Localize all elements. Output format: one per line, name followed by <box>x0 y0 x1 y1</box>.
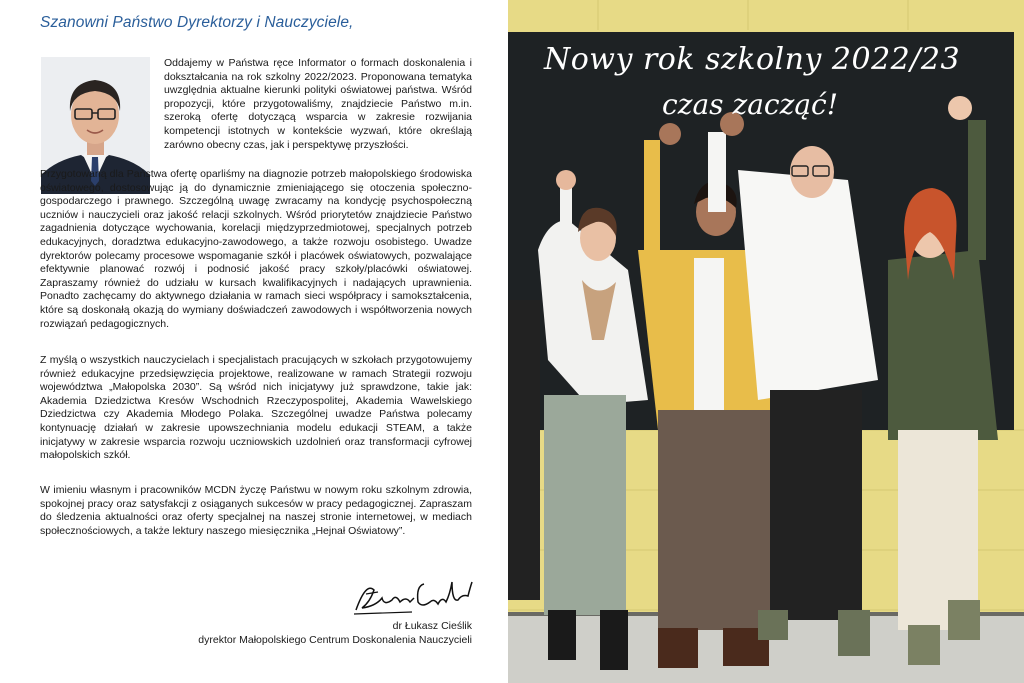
paragraph-3-text: Z myślą o wszystkich nauczycielach i specjalistach pracujących w szkołach przygotowujemy również edukacyjne przedsięwzięcia projektowe, realizowane w ramach Strategii rozwoju województwa „Małopolska 2030”. Są wśród nich inicjatywy już sprawdzone, takie jak: Akademia Dziedzictwa Kresów Wschodnich Rzeczypospolitej, Akademia Wawelskiego Dziedzictwa czy Akademia Młodego Polaka. Szczególnej uwadze Państwa polecamy kontynuację działań w zakresie upowszechniania modelu edukacji STEAM, a także inicjatywy w zakresie wsparcia rozwoju uczniowskich uzdolnień oraz transformacji cyfrowej małopolskich szkół. <box>40 354 472 462</box>
handwritten-signature <box>352 572 476 618</box>
paragraph-4-text: W imieniu własnym i pracowników MCDN życzę Państwu w nowym roku szkolnym zdrowia, spokojnej pracy oraz satysfakcji z osiąganych sukcesów w pracy pedagogicznej. Zapraszam do śledzenia aktualności oraz oferty specjalnej na naszej stronie internetowej, w mediach społecznościowych, a także lektury naszego miesięcznika „Hejnał Oświatowy”. <box>40 484 472 537</box>
letter-paragraph-1 <box>164 57 472 152</box>
letter-greeting: Szanowni Państwo Dyrektorzy i Nauczyciele, <box>40 14 354 31</box>
paragraph-2-text: Przygotowaną dla Państwa ofertę oparliśmy na diagnozie potrzeb małopolskiego środowiska oświatowego, dostosowując ją do dynamicznie zmieniającego się otoczenia społeczno-gospodarczego i prawnego. Szczególną uwagę zwracamy na kondycję psychospołeczną uczniów i nauczycieli oraz jakość relacji szkolnych. Wśród priorytetów znajdziecie Państwo zagadnienia dotyczące wychowania, korelacji międzyprzedmiotowej, specjalnych potrzeb edukacyjnych, doradztwa edukacyjno-zawodowego, a także rozwoju osobistego. Uwadze dyrektorów polecamy procesowe wspomaganie szkół i placówek oświatowych, pozwalające efektywnie planować rozwój i podnosić jakość pracy szkoły/placówki oświatowej. Zapraszamy również do udziału w kursach kwalifikacyjnych i nadających uprawnienia. Ponadto zachęcamy do aktywnego działania w ramach sieci współpracy i samokształcenia, które są doskonałą okazją do wymiany doświadczeń zawodowych i współtworzenia nowych rozwiązań pedagogicznych. <box>40 168 472 330</box>
banner-title-line-1: Nowy rok szkolny 2022/23 <box>543 42 961 77</box>
letter-paragraph-2 <box>40 168 472 331</box>
signature-role: dyrektor Małopolskiego Centrum Doskonalenia Nauczycieli <box>198 634 472 646</box>
banner-title-line-2: czas zacząć! <box>662 88 838 121</box>
letter-panel <box>0 0 508 683</box>
signature-name: dr Łukasz Cieślik <box>392 620 472 632</box>
letter-paragraph-3 <box>40 354 472 463</box>
paragraph-1-text: Oddajemy w Państwa ręce Informator o formach doskonalenia i dokształcania na rok szkolny 2022/2023. Proponowana tematyka uwzględnia aktualne kierunki polityki oświatowej państwa. Wśród propozycji, które przygotowaliśmy, znajdziecie Państwo m.in. szeroką ofertę dotyczącą wsparcia w zakresie rozwijania kompetencji istotnych w kontekście wyzwań, które określają zarówno obecny czas, jak i perspektywę przyszłości. <box>164 57 472 151</box>
letter-paragraph-4 <box>40 484 472 538</box>
